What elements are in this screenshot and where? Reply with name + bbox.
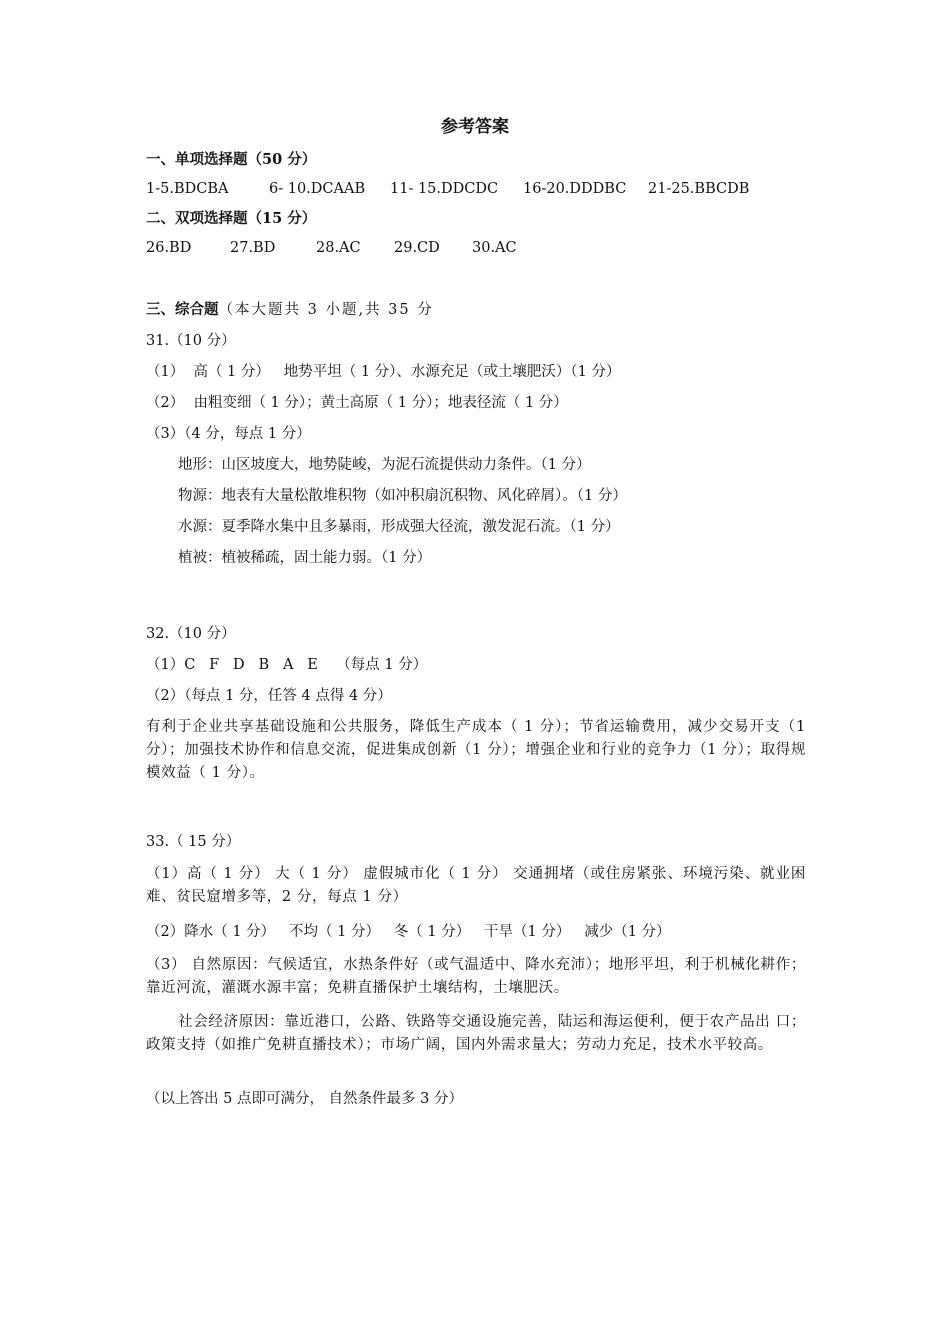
q33-part4: 社会经济原因：靠近港口，公路、铁路等交通设施完善，陆运和海运便利，便于农产品出 口；政策支持（如推广免耕直播技术）；市场广阔，国内外需求量大；劳动力充足，技术水平较高。 xyxy=(146,1014,806,1053)
answer-28: 28.AC xyxy=(316,240,361,256)
q32-label: 32.（10 分） xyxy=(146,626,236,642)
q32-part1: （1）C F D B A E （每点 1 分） xyxy=(146,657,428,673)
section3-heading-main: 三、综合题 xyxy=(146,301,219,318)
q31-detail-vegetation: 植被：植被稀疏，固土能力弱。（1 分） xyxy=(178,550,432,566)
q33-part1: （1）高（ 1 分） 大（ 1 分） 虚假城市化（ 1 分） 交通拥堵（或住房紧张、环境污染、就业困难、贫民窟增多等，2 分，每点 1 分） xyxy=(146,866,806,905)
q33-label: 33.（ 15 分） xyxy=(146,834,241,850)
section2-heading: 二、双项选择题（15 分） xyxy=(146,210,317,227)
answer-21-25: 21-25.BBCDB xyxy=(648,181,750,197)
q31-detail-source: 物源：地表有大量松散堆积物（如冲积扇沉积物、风化碎屑）。（1 分） xyxy=(178,488,627,504)
q32-body: 有利于企业共享基础设施和公共服务，降低生产成本（ 1 分）；节省运输费用，减少交易开支（1 分）；加强技术协作和信息交流，促进集成创新（1 分）；增强企业和行业的竞争力（1 分）；取得规模效益（ 1 分）。 xyxy=(146,719,806,781)
q33-part2: （2）降水（ 1 分） 不均（ 1 分） 冬（ 1 分） 干旱（1 分） 减少（1 分） xyxy=(146,924,671,940)
section3-heading xyxy=(146,300,434,320)
q33-part3: （3） 自然原因：气候适宜，水热条件好（或气温适中、降水充沛）；地形平坦，利于机械化耕作；靠近河流，灌溉水源丰富；免耕直播保护土壤结构，土壤肥沃。 xyxy=(146,957,806,996)
answer-11-15: 11- 15.DDCDC xyxy=(390,181,499,197)
q31-part2: （2） 由粗变细（ 1 分）；黄土高原（ 1 分）；地表径流（ 1 分） xyxy=(146,395,568,411)
answer-6-10: 6- 10.DCAAB xyxy=(269,181,366,197)
q31-label: 31.（10 分） xyxy=(146,333,236,349)
q31-detail-terrain: 地形：山区坡度大，地势陡峻，为泥石流提供动力条件。（1 分） xyxy=(178,457,591,473)
q31-part3: （3）（4 分，每点 1 分） xyxy=(146,426,311,442)
q33-note: （以上答出 5 点即可满分， 自然条件最多 3 分） xyxy=(146,1091,463,1107)
page-title: 参考答案 xyxy=(441,117,509,137)
q31-detail-water: 水源：夏季降水集中且多暴雨，形成强大径流，激发泥石流。（1 分） xyxy=(178,519,620,535)
section3-heading-sub: （本大题共 3 小题,共 35 分 xyxy=(218,302,434,318)
answer-29: 29.CD xyxy=(394,240,440,256)
answer-26: 26.BD xyxy=(146,240,192,256)
answer-27: 27.BD xyxy=(230,240,276,256)
section1-heading: 一、单项选择题（50 分） xyxy=(146,151,317,168)
answer-16-20: 16-20.DDDBC xyxy=(523,181,627,197)
q31-part1: （1） 高（ 1 分） 地势平坦（ 1 分）、水源充足（或土壤肥沃）（1 分） xyxy=(146,364,621,380)
answer-1-5: 1-5.BDCBA xyxy=(146,181,229,197)
answer-30: 30.AC xyxy=(472,240,517,256)
q32-part2: （2）（每点 1 分，任答 4 点得 4 分） xyxy=(146,688,392,704)
